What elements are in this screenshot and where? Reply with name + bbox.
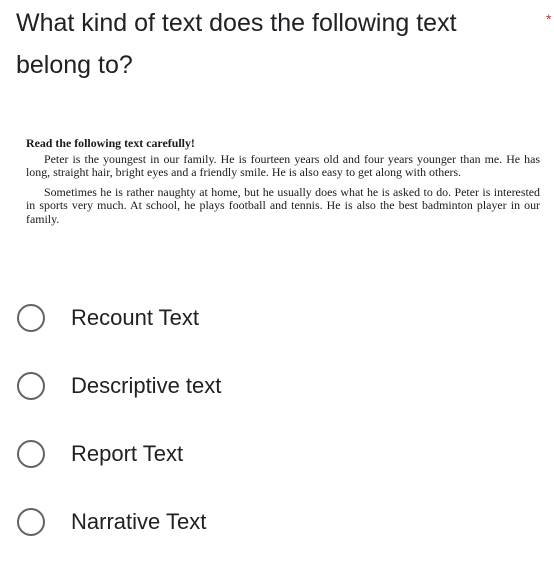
radio-button[interactable] — [17, 440, 45, 468]
required-asterisk: * — [546, 11, 552, 27]
radio-button[interactable] — [17, 372, 45, 400]
option-label[interactable]: Descriptive text — [71, 373, 222, 398]
option-label[interactable]: Recount Text — [71, 305, 200, 330]
option-narrative-text[interactable] — [17, 501, 537, 569]
option-label[interactable]: Narrative Text — [71, 509, 207, 534]
option-label[interactable]: Report Text — [71, 441, 184, 466]
option-report-text[interactable] — [17, 433, 537, 501]
passage-paragraph-2: Sometimes he is rather naughty at home, but he usually does what he is asked to do. Peter is interested in sports very much. At school, he plays football and tennis. He is also the best badminton player in our family. — [26, 184, 540, 226]
answer-options — [17, 297, 537, 569]
radio-button[interactable] — [17, 508, 45, 536]
passage-image — [26, 137, 540, 232]
question-title: What kind of text does the following text belong to? — [16, 9, 457, 79]
passage-heading: Read the following text carefully! — [26, 136, 195, 150]
option-recount-text[interactable] — [17, 297, 537, 365]
option-descriptive-text[interactable] — [17, 365, 537, 433]
radio-button[interactable] — [17, 304, 45, 332]
passage-paragraph-1: Peter is the youngest in our family. He is fourteen years old and four years younger than me. He has long, straight hair, bright eyes and a friendly smile. He is also easy to get along with others. — [26, 151, 540, 179]
